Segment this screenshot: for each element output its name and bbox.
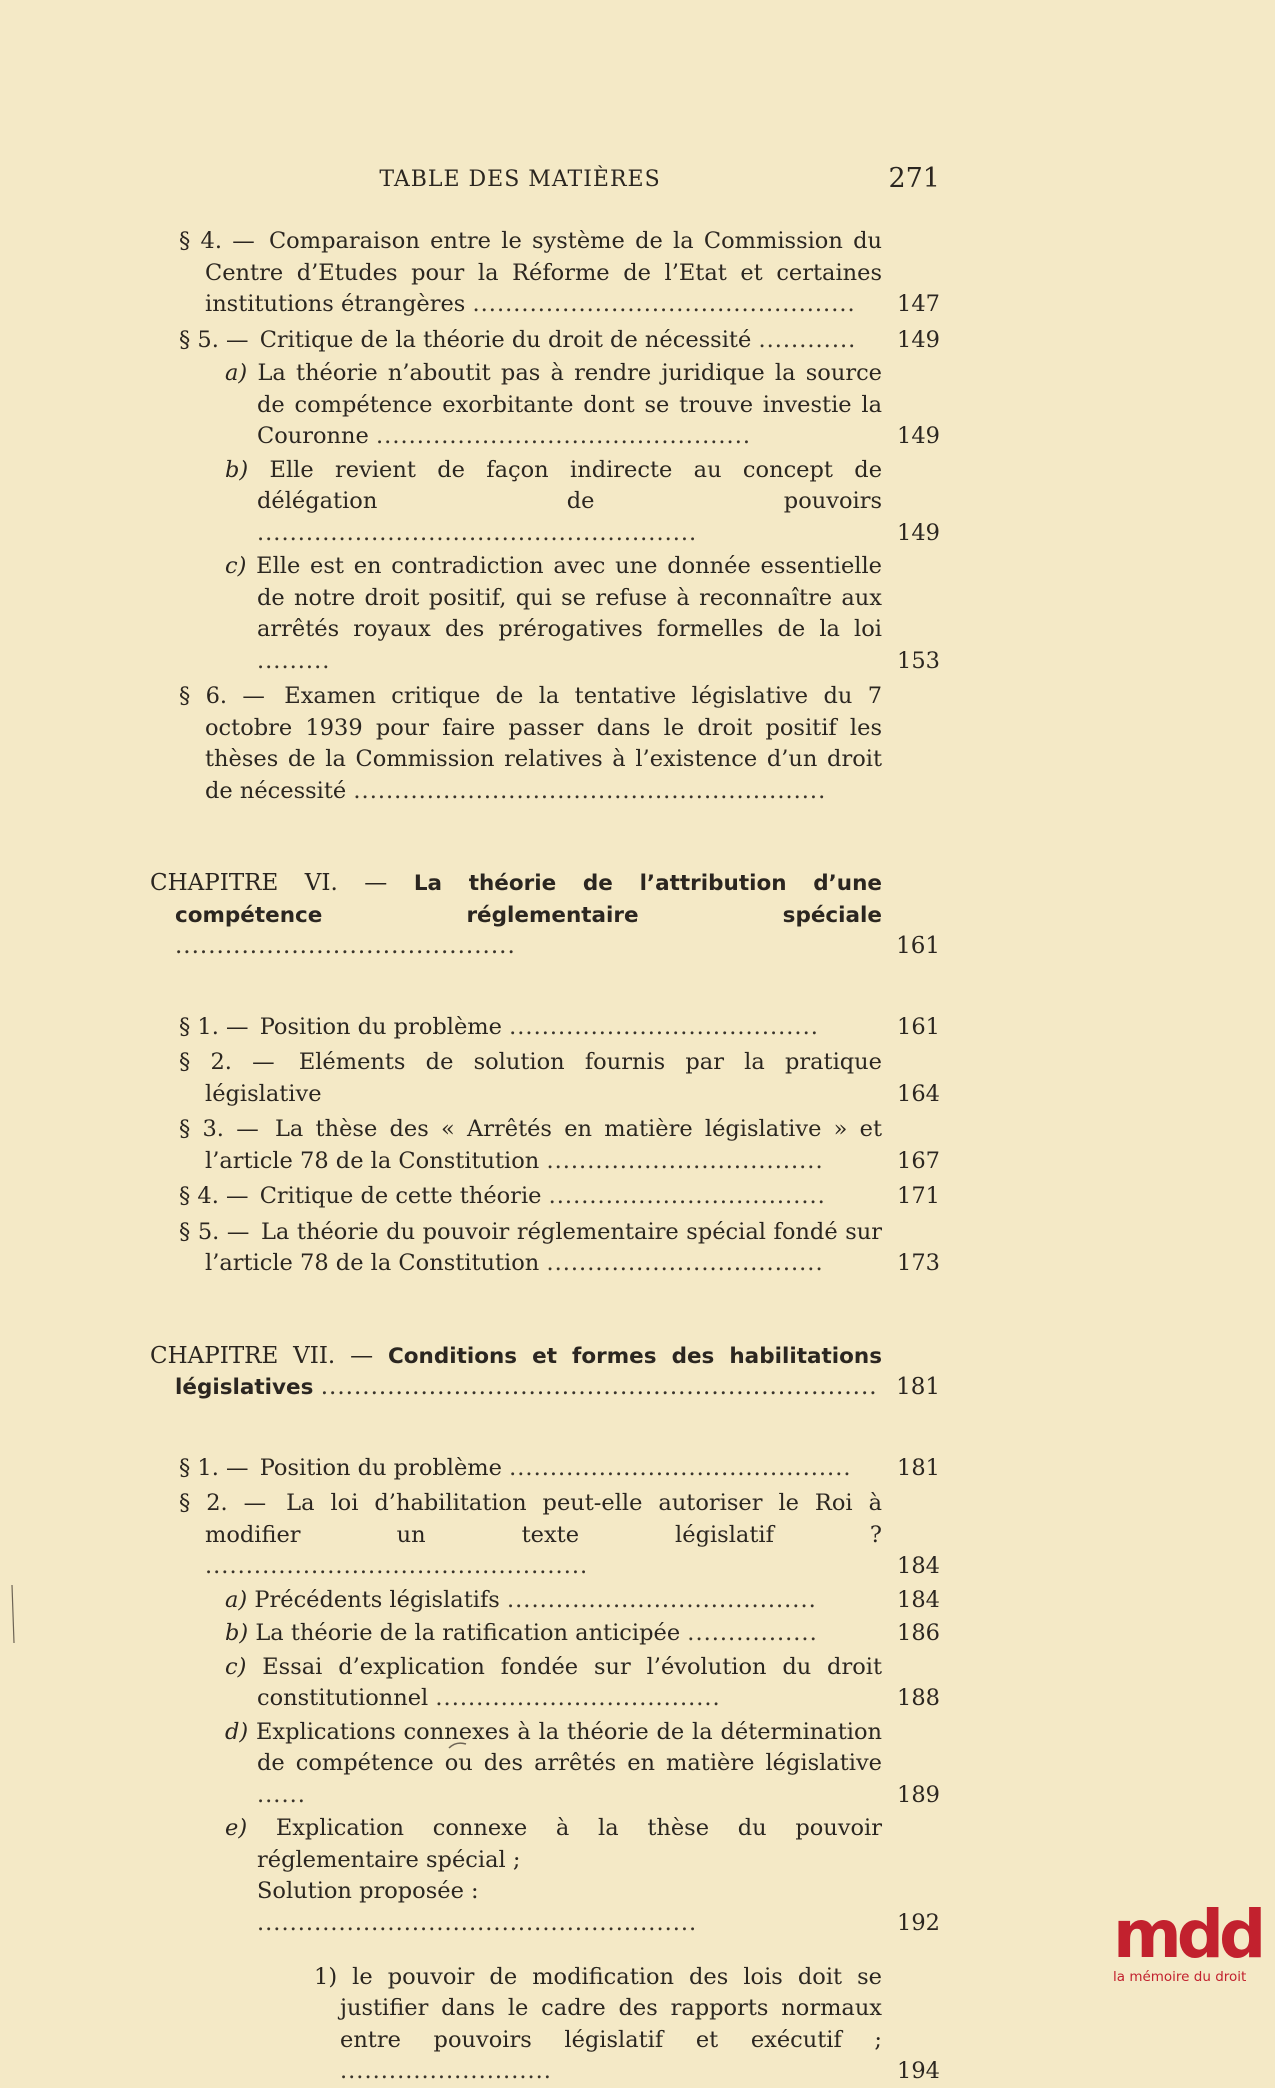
entry-page: 184 <box>897 1553 940 1579</box>
entry-page: 192 <box>897 1909 940 1936</box>
section-label: § 6. — <box>179 683 265 709</box>
running-title: TABLE DES MATIÈRES <box>379 167 661 192</box>
entry-text: Explication connexe à la thèse du pouvoir réglementaire spécial ; <box>257 1815 883 1873</box>
entry-text: Solution proposée : <box>257 1878 479 1904</box>
mdd-logo-mark <box>1113 1895 1265 1967</box>
section-label: § 2. — <box>179 1049 275 1075</box>
item-label: c) <box>225 553 247 579</box>
dot-leader: ............................................... <box>472 291 856 317</box>
running-head <box>150 163 940 203</box>
toc-entry-c6-section-4[interactable] <box>150 1181 940 1213</box>
entry-page: 164 <box>897 1080 940 1107</box>
logo-text: mdd <box>1113 1896 1262 1967</box>
entry-text: Eléments de solution fournis par la pratique législative <box>205 1049 882 1107</box>
entry-page: 167 <box>897 1147 940 1174</box>
entry-page: 161 <box>896 933 940 959</box>
entry-text: Critique de cette théorie <box>259 1183 542 1209</box>
item-label: d) <box>225 1718 249 1745</box>
toc-entry-section-5[interactable] <box>150 325 940 357</box>
section-label: § 4. — <box>179 228 255 254</box>
entry-text: La loi d’habilitation peut-elle autoriser le Roi à modifier un texte législatif ? <box>205 1490 882 1548</box>
toc-entry-5c[interactable] <box>150 551 940 677</box>
page-number: 271 <box>888 163 940 194</box>
toc-entry-c7-c[interactable] <box>150 1652 940 1715</box>
item-label: a) <box>225 360 248 386</box>
entry-page: 153 <box>897 647 940 674</box>
section-label: § 1. — <box>179 1454 249 1481</box>
item-label: e) <box>225 1815 248 1841</box>
dot-leader: .......................................................... <box>353 777 827 804</box>
dot-leader: ...................................... <box>509 1013 819 1040</box>
entry-text: La thèse des « Arrêtés en matière législative » et l’article 78 de la Constitution <box>205 1116 883 1174</box>
entry-text: Comparaison entre le système de la Commission du Centre d’Etudes pour la Réforme de l’Etat et certaines institutions étrangères <box>205 228 882 317</box>
entry-page: 173 <box>897 1250 940 1276</box>
entry-page: 194 <box>897 2058 940 2084</box>
toc-entry-c7-e[interactable] <box>150 1813 940 1876</box>
toc-entry-c7-e-1[interactable] <box>150 1962 940 2088</box>
stray-mark <box>448 1740 468 1750</box>
toc-chapter-7[interactable] <box>150 1341 940 1404</box>
dot-leader: ............................................... <box>205 1553 589 1579</box>
dot-leader: .................................. <box>546 1147 824 1174</box>
entry-text: Précédents législatifs <box>254 1586 500 1613</box>
entry-page: 181 <box>896 1374 940 1400</box>
dot-leader: ................................... <box>435 1685 721 1711</box>
toc-chapter-6[interactable] <box>150 868 940 963</box>
entry-page: 147 <box>897 291 940 317</box>
logo-tagline: la mémoire du droit <box>1113 1969 1247 1985</box>
chapter-title: La théorie de l’attribution d’une compétence réglementaire spéciale <box>175 871 882 928</box>
entry-page: 188 <box>897 1685 940 1711</box>
item-label: b) <box>225 456 249 483</box>
dot-leader: .............................................. <box>376 423 752 449</box>
toc-entry-c7-section-1[interactable] <box>150 1453 940 1485</box>
entry-page: 181 <box>897 1454 940 1481</box>
entry-page: 189 <box>897 1781 940 1808</box>
dot-leader: .......................................... <box>509 1454 852 1481</box>
entry-text: Position du problème <box>259 1454 502 1481</box>
entry-text: La théorie de la ratification anticipée <box>255 1620 681 1646</box>
margin-mark <box>8 1585 18 1645</box>
toc-entry-5b[interactable] <box>150 455 940 550</box>
entry-text: le pouvoir de modification des lois doit se justifier dans le cadre des rapports normaux entre pouvoirs législatif et exécutif ; <box>340 1963 882 2053</box>
dot-leader: ...................................................... <box>257 519 698 546</box>
dot-leader: .......................... <box>340 2058 552 2084</box>
entry-text: Essai d’explication fondée sur l’évolution du droit constitutionnel <box>257 1653 882 1711</box>
dot-leader: ................ <box>687 1620 818 1646</box>
section-label: § 2. — <box>179 1490 267 1516</box>
toc-entry-5a[interactable] <box>150 358 940 453</box>
entry-page: 186 <box>897 1620 940 1646</box>
item-label: a) <box>225 1586 248 1613</box>
toc-entry-c6-section-3[interactable] <box>150 1114 940 1177</box>
entry-text: Critique de la théorie du droit de nécessité <box>259 326 752 353</box>
entry-page: 149 <box>897 519 940 546</box>
dot-leader: ......... <box>257 647 331 674</box>
entry-text: Examen critique de la tentative législative du 7 octobre 1939 pour faire passer dans le droit positif les thèses de la Commission relatives à l’existence d’un droit de nécessité <box>205 683 883 804</box>
toc-entry-c7-d[interactable] <box>150 1717 940 1812</box>
section-label: § 1. — <box>179 1013 249 1040</box>
section-label: § 3. — <box>179 1116 259 1142</box>
item-label: b) <box>225 1620 249 1646</box>
item-label: 1) <box>314 1963 338 1990</box>
chapter-title: Conditions et formes des habilitations législatives <box>175 1343 883 1400</box>
toc-entry-c7-a[interactable] <box>150 1585 940 1617</box>
entry-text: Elle revient de façon indirecte au concept de délégation de pouvoirs <box>257 456 883 514</box>
entry-page: 149 <box>897 423 940 449</box>
dot-leader: ................................................................... <box>320 1374 878 1400</box>
section-label: § 5. — <box>179 326 249 353</box>
entry-page: 184 <box>897 1586 940 1613</box>
chapter-label: CHAPITRE VI. — <box>150 870 388 896</box>
toc-entry-c7-e-solution[interactable] <box>150 1876 940 1939</box>
section-label: § 4. — <box>179 1183 249 1209</box>
entry-page: 149 <box>897 326 940 353</box>
entry-page: 161 <box>897 1013 940 1040</box>
dot-leader: .................................. <box>546 1250 824 1276</box>
item-label: c) <box>225 1653 247 1680</box>
entry-page: 171 <box>897 1183 940 1209</box>
entry-text: Explications connexes à la théorie de la détermination de compétence ou des arrêtés en matière législative <box>256 1718 882 1776</box>
dot-leader: ............ <box>758 326 857 353</box>
toc-entry-c6-section-1[interactable] <box>150 1012 940 1044</box>
dot-leader: .................................. <box>548 1183 826 1209</box>
toc-entry-c7-section-2[interactable] <box>150 1488 940 1583</box>
chapter-label: CHAPITRE VII. — <box>150 1342 374 1369</box>
dot-leader: ......................................... <box>175 933 516 959</box>
entry-text: Elle est en contradiction avec une donnée essentielle de notre droit positif, qui se refuse à reconnaître aux arrêtés royaux des prérogatives formelles de la loi <box>256 553 882 642</box>
entry-text: Position du problème <box>259 1013 502 1040</box>
toc-entry-section-4[interactable] <box>150 226 940 321</box>
entry-text: La théorie du pouvoir réglementaire spécial fondé sur l’article 78 de la Constitution <box>205 1218 883 1276</box>
toc-entry-c7-b[interactable] <box>150 1618 940 1650</box>
table-of-contents <box>150 222 940 2088</box>
toc-entry-c6-section-5[interactable] <box>150 1217 940 1280</box>
section-label: § 5. — <box>179 1218 250 1245</box>
mdd-logo[interactable] <box>1113 1895 1265 1995</box>
entry-text: La théorie n’aboutit pas à rendre juridique la source de compétence exorbitante dont se trouve investie la Couronne <box>257 360 882 449</box>
toc-entry-c6-section-2[interactable] <box>150 1047 940 1110</box>
toc-entry-section-6[interactable] <box>150 681 940 807</box>
dot-leader: ...................................................... <box>257 1909 698 1936</box>
dot-leader: ...................................... <box>506 1586 817 1613</box>
dot-leader: ...... <box>257 1781 306 1808</box>
